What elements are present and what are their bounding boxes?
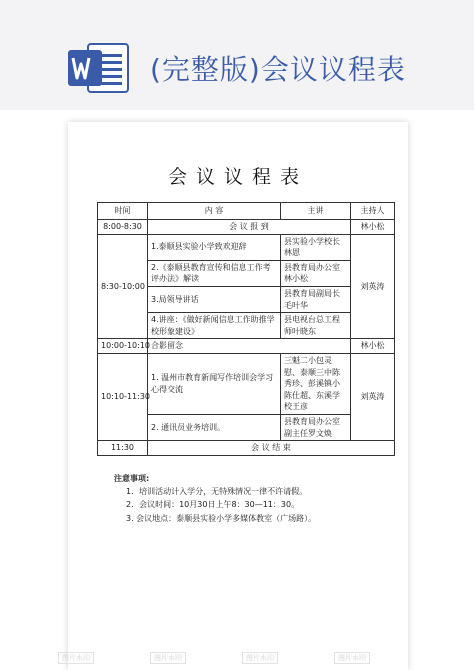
watermark-label: 图片水印 bbox=[150, 652, 186, 664]
notes-section bbox=[114, 472, 404, 525]
document-page bbox=[68, 122, 408, 670]
document-title: 会议议程表 bbox=[167, 166, 308, 188]
row-content: 2. 通讯员业务培训。 bbox=[148, 414, 281, 440]
row-host: 刘英涛 bbox=[351, 234, 395, 339]
row-content: 会 议 结 束 bbox=[148, 441, 395, 456]
row-time: 8:00-8:30 bbox=[98, 220, 148, 235]
notes-item: 2．会议时间：10月30日上午8：30—11：30。 bbox=[126, 500, 300, 510]
notes-heading: 注意事项: bbox=[114, 474, 150, 483]
word-icon bbox=[66, 40, 130, 96]
header-host: 主持人 bbox=[351, 203, 395, 220]
row-time: 10:00-10:10 bbox=[98, 339, 148, 354]
row-content: 2.《泰顺县教育宣传和信息工作考评办法》解读 bbox=[148, 260, 281, 286]
row-content: 4.讲座：《做好新闻信息工作助推学校形象建设》 bbox=[148, 313, 281, 339]
notes-item: 3. 会议地点：泰顺县实验小学多媒体教室（广场路）。 bbox=[126, 513, 317, 523]
row-content: 会 议 报 到 bbox=[148, 220, 351, 235]
banner bbox=[0, 0, 474, 110]
header-speaker: 主讲 bbox=[281, 203, 351, 220]
table-row bbox=[98, 339, 395, 354]
row-time: 10:10-11:30 bbox=[98, 353, 148, 440]
header-content: 内 容 bbox=[148, 203, 281, 220]
row-speaker: 县实验小学校长林恩 bbox=[281, 234, 351, 260]
table-row bbox=[98, 234, 395, 260]
row-host: 刘英涛 bbox=[351, 353, 395, 440]
row-host: 林小松 bbox=[351, 339, 395, 354]
row-speaker: 县教育局副局长毛叶华 bbox=[281, 286, 351, 312]
row-content: 合影留念 bbox=[148, 339, 351, 354]
row-speaker: 县电视台总工程师叶晓东 bbox=[281, 313, 351, 339]
watermark-label: 图片水印 bbox=[242, 652, 278, 664]
row-speaker: 县教育局办公室副主任罗文焕 bbox=[281, 414, 351, 440]
header-time: 时间 bbox=[98, 203, 148, 220]
notes-item: 1．培训活动计入学分，无特殊情况一律不许请假。 bbox=[126, 487, 308, 497]
row-content: 1.泰顺县实验小学致欢迎辞 bbox=[148, 234, 281, 260]
table-row bbox=[98, 441, 395, 456]
row-time: 11:30 bbox=[98, 441, 148, 456]
watermark-label: 图片水印 bbox=[334, 652, 370, 664]
agenda-table bbox=[97, 202, 395, 456]
row-content: 1. 温州市教育新闻写作培训会学习心得交流 bbox=[148, 353, 281, 414]
table-header-row bbox=[98, 203, 395, 220]
row-time: 8:30-10:00 bbox=[98, 234, 148, 339]
row-speaker: 县教育局办公室林小松 bbox=[281, 260, 351, 286]
row-speaker: 三魁二小包灵慰、泰顺三中陈秀珍、彭溪镇小陈仕超、东溪学校王彦 bbox=[281, 353, 351, 414]
row-host: 林小松 bbox=[351, 220, 395, 235]
table-row bbox=[98, 353, 395, 414]
watermark-label: 图片水印 bbox=[58, 652, 94, 664]
banner-title: (完整版)会议议程表 bbox=[150, 53, 406, 86]
table-row bbox=[98, 220, 395, 235]
row-content: 3.局领导讲话 bbox=[148, 286, 281, 312]
